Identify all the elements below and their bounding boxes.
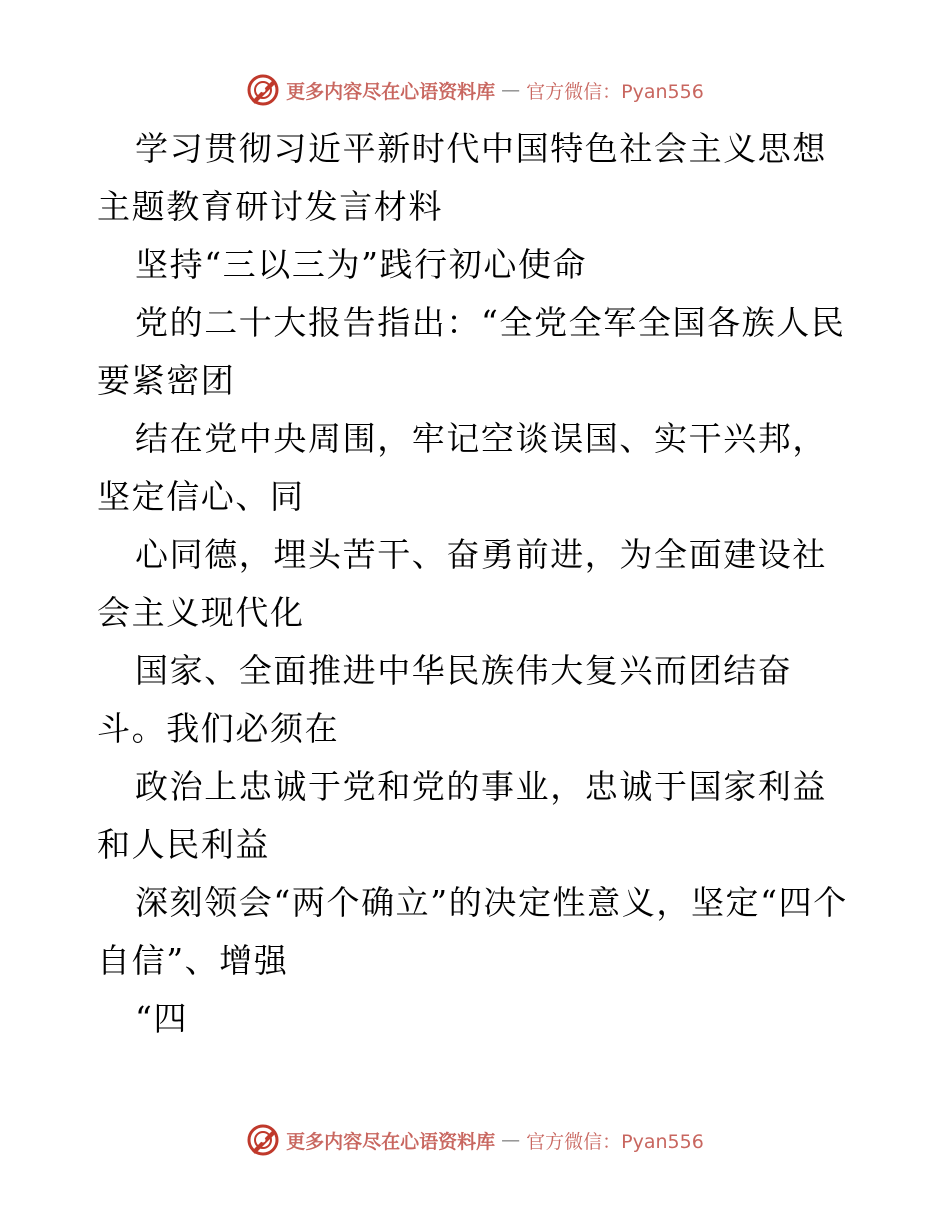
footer-banner-contact: 官方微信：Pyan556 bbox=[526, 1130, 704, 1153]
pen-circle-logo-icon bbox=[246, 1123, 280, 1157]
header-banner bbox=[0, 70, 950, 110]
paragraph-subtitle: 坚持“三以三为”践行初心使命 bbox=[135, 245, 588, 284]
paragraph: “四 bbox=[135, 999, 189, 1038]
paragraph: 深刻领会“两个确立”的决定性意义，坚定“四个自信”、增强 bbox=[97, 883, 848, 980]
pen-circle-logo-icon bbox=[246, 73, 280, 107]
paragraph: 心同德，埋头苦干、奋勇前进，为全面建设社会主义现代化 bbox=[97, 535, 827, 632]
footer-banner bbox=[0, 1120, 950, 1160]
paragraph-title: 学习贯彻习近平新时代中国特色社会主义思想主题教育研讨发言材料 bbox=[97, 129, 827, 226]
paragraph: 国家、全面推进中华民族伟大复兴而团结奋斗。我们必须在 bbox=[97, 651, 793, 748]
header-banner-text: 更多内容尽在心语资料库 bbox=[286, 80, 496, 103]
footer-banner-text: 更多内容尽在心语资料库 bbox=[286, 1130, 496, 1153]
footer-banner-dash: — bbox=[501, 1129, 521, 1151]
paragraph: 结在党中央周围，牢记空谈误国、实干兴邦，坚定信心、同 bbox=[97, 419, 827, 516]
document-body bbox=[97, 120, 857, 1048]
header-banner-contact: 官方微信：Pyan556 bbox=[526, 80, 704, 103]
paragraph: 党的二十大报告指出：“全党全军全国各族人民要紧密团 bbox=[97, 303, 846, 400]
paragraph: 政治上忠诚于党和党的事业，忠诚于国家利益和人民利益 bbox=[97, 767, 827, 864]
header-banner-dash: — bbox=[501, 79, 521, 101]
